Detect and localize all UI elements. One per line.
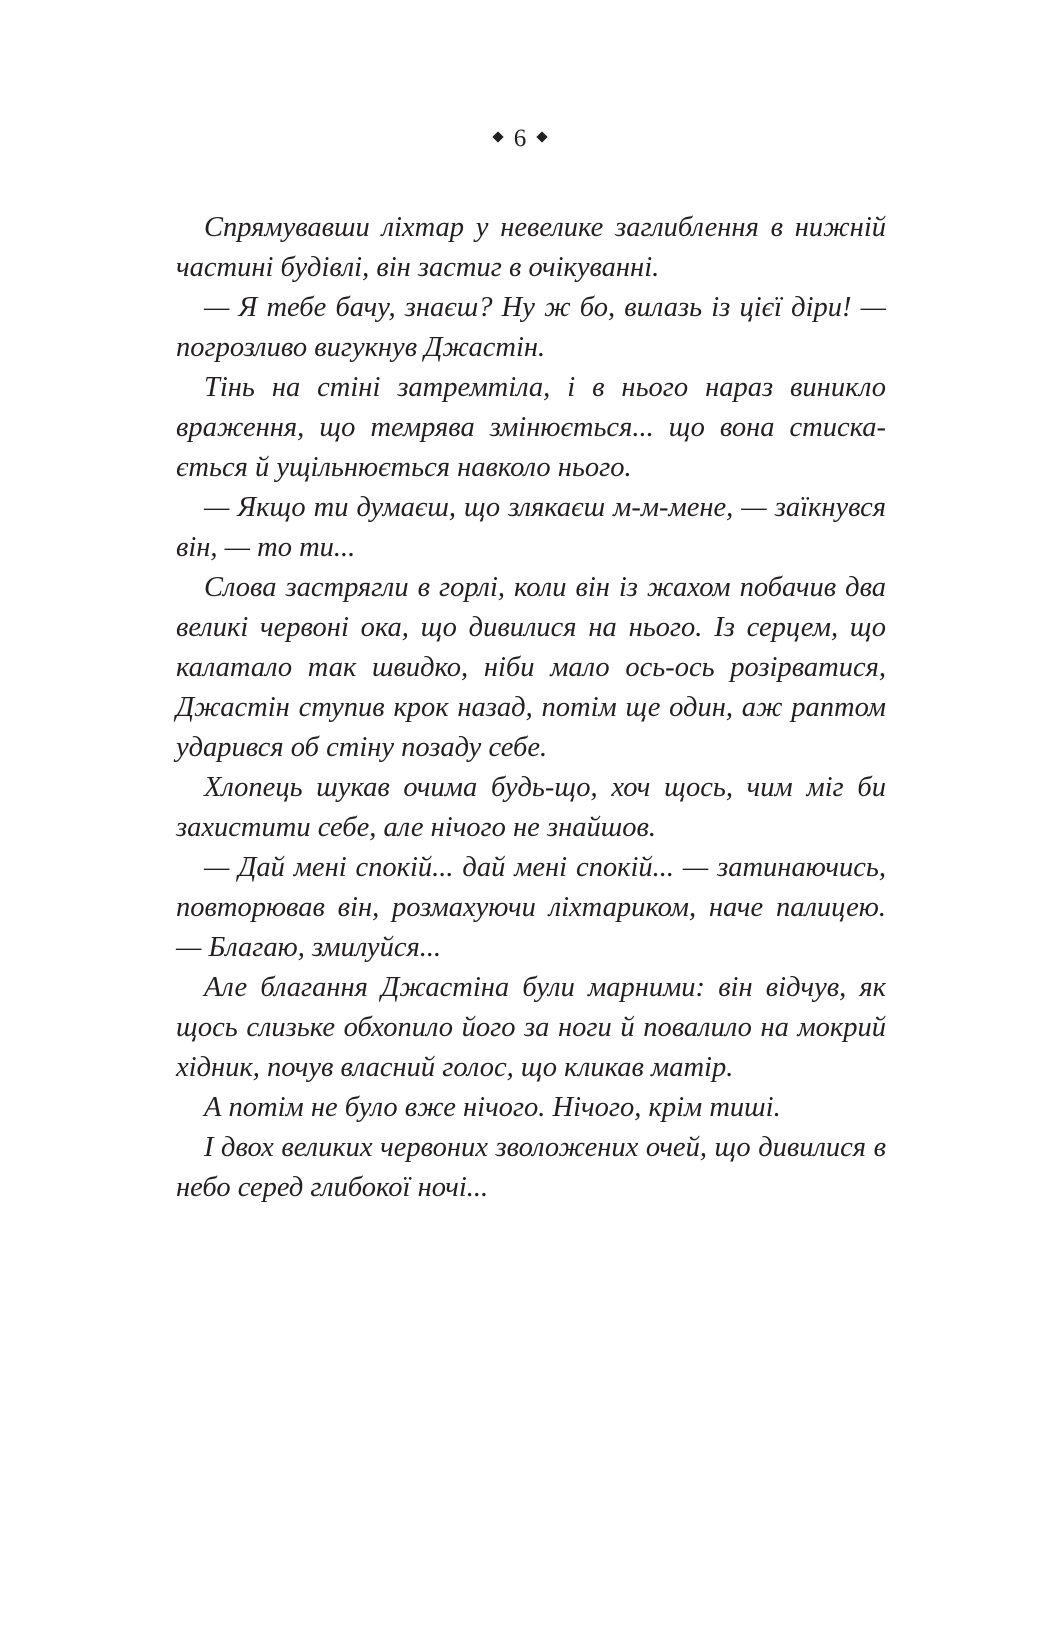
paragraph: Спрямувавши ліхтар у невелике заглиблення в нижній частині будівлі, він застиг в очікуванні. [176,212,886,283]
diamond-icon [492,132,503,143]
diamond-icon [537,132,548,143]
paragraph: — Якщо ти думаєш, що злякаєш м-м-мене, — заїкнувся він, — то ти... [176,492,886,563]
paragraph: — Я тебе бачу, знаєш? Ну ж бо, вилазь із цієї діри! — погрозливо вигукнув Джастін. [176,292,886,363]
paragraph: А потім не було вже нічого. Нічого, крім тиші. [204,1092,781,1123]
paragraph: І двох великих червоних зволожених очей, що дивилися в небо серед глибокої ночі... [176,1132,886,1203]
paragraph: Тінь на стіні затремтіла, і в нього нараз виникло враження, що темрява змінюється... що вона стискається й ущільнюється навколо нього. [176,372,886,483]
page-header [0,122,1040,155]
paragraph: Хлопець шукав очима будь-що, хоч щось, чим міг би захистити себе, але нічого не знайшов. [176,772,886,843]
page-number: 6 [513,125,527,153]
paragraph: — Дай мені спокій... дай мені спокій... — затинаючись, повторював він, розмахуючи ліхтариком, наче палицею. — Благаю, змилуйся... [176,852,886,963]
paragraph: Слова застрягли в горлі, коли він із жахом побачив два великі червоні ока, що дивилися на нього. Із серцем, що калатало так швидко, ніби мало ось-ось розірватися, Джастін ступив крок назад, потім ще один, аж раптом ударився об стіну позаду себе. [176,572,886,763]
paragraph: Але благання Джастіна були марними: він відчув, як щось слизьке обхопило його за ноги й повалило на мокрий хідник, почув власний голос, що кликав матір. [176,972,886,1083]
body-text [176,208,886,1208]
